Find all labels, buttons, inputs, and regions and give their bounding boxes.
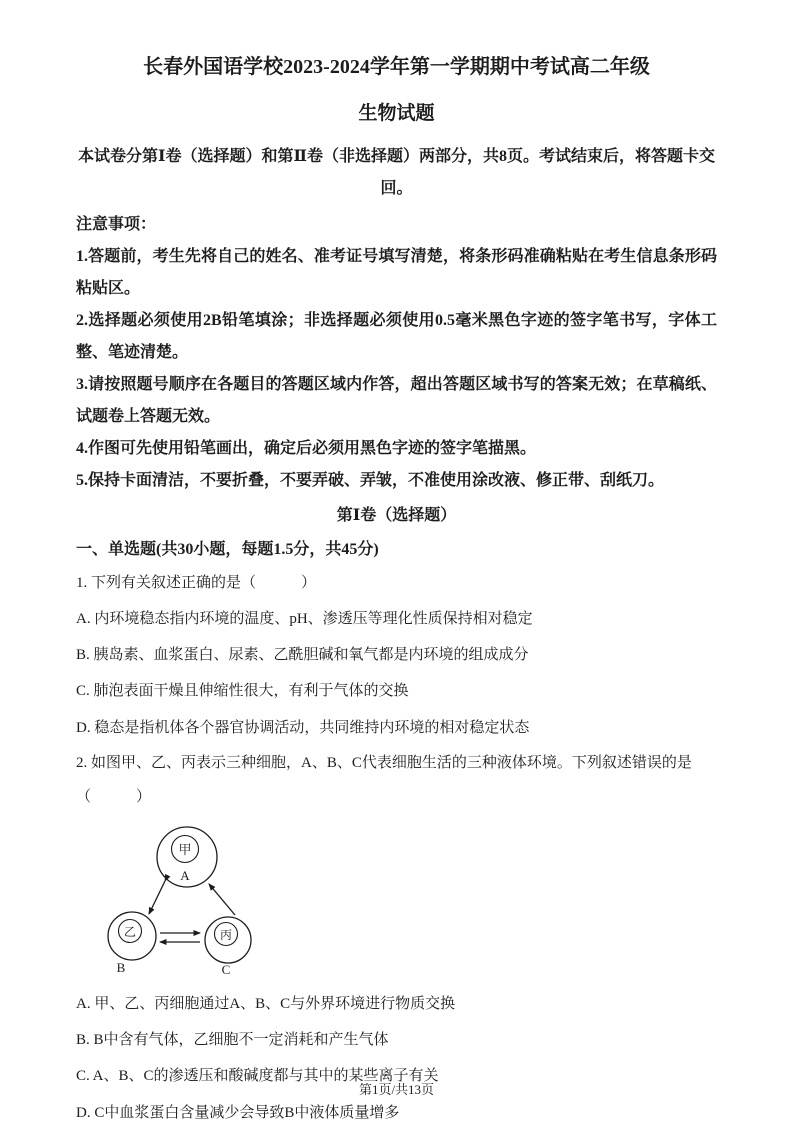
cell-bing-env-label: C [221, 961, 231, 977]
question-1-option-b: B. 胰岛素、血浆蛋白、尿素、乙酰胆碱和氧气都是内环境的组成成分 [76, 646, 529, 663]
question-1 [76, 566, 717, 746]
page-number: 第1页/共13页 [358, 1082, 435, 1097]
notice-item-1: 1.答题前，考生先将自己的姓名、准考证号填写清楚，将条形码准确粘贴在考生信息条形码粘贴区。 [76, 248, 717, 297]
cell-yi-env-label: B [116, 959, 126, 975]
exam-subject: 生物试题 [358, 103, 435, 124]
question-2-option-c: C. A、B、C的渗透压和酸碱度都与其中的某些离子有关 [76, 1068, 439, 1085]
question-1-option-a: A. 内环境稳态指内环境的温度、pH、渗透压等理化性质保持相对稳定 [76, 610, 533, 627]
cell-diagram [94, 821, 284, 979]
notice-item-3: 3.请按照题号顺序在各题目的答题区域内作答，超出答题区域书写的答案无效；在草稿纸、试题卷上答题无效。 [76, 376, 717, 425]
question-2-option-b: B. B中含有气体，乙细胞不一定消耗和产生气体 [76, 1032, 389, 1049]
question-2 [76, 746, 717, 1131]
arrow-bing-to-jia [209, 884, 235, 915]
part1-heading: 一、单选题(共30小题，每题1.5分，共45分) [76, 540, 379, 558]
cell-jia-env-label: A [180, 867, 190, 883]
notice-heading: 注意事项： [76, 216, 157, 233]
question-2-stem: 2. 如图甲、乙、丙表示三种细胞，A、B、C代表细胞生活的三种液体环境。下列叙述错误的是（ ） [76, 754, 692, 806]
cell-yi-label: 乙 [123, 924, 137, 939]
notice-item-4: 4.作图可先使用铅笔画出，确定后必须用黑色字迹的签字笔描黑。 [76, 440, 537, 457]
exam-title: 长春外国语学校2023-2024学年第一学期期中考试高二年级 [143, 56, 650, 78]
arrow-jia-yi [149, 881, 165, 914]
question-1-stem: 1. 下列有关叙述正确的是（ ） [76, 575, 317, 592]
cell-bing-label: 丙 [219, 927, 233, 942]
question-2-option-d: D. C中血浆蛋白含量减少会导致B中液体质量增多 [76, 1104, 400, 1121]
section1-heading: 第Ⅰ卷（选择题） [336, 507, 457, 524]
notice-item-5: 5.保持卡面清洁，不要折叠，不要弄破、弄皱，不准使用涂改液、修正带、刮纸刀。 [76, 472, 665, 489]
question-1-option-d: D. 稳态是指机体各个器官协调活动，共同维持内环境的相对稳定状态 [76, 719, 530, 736]
question-2-option-a: A. 甲、乙、丙细胞通过A、B、C与外界环境进行物质交换 [76, 995, 456, 1012]
question-2-diagram [94, 821, 717, 984]
notice-item-2: 2.选择题必须使用2B铅笔填涂；非选择题必须使用0.5毫米黑色字迹的签字笔书写，字体工整、笔迹清楚。 [76, 312, 717, 361]
exam-intro: 本试卷分第Ⅰ卷（选择题）和第Ⅱ卷（非选择题）两部分，共8页。考试结束后，将答题卡交回。 [78, 148, 715, 197]
question-1-option-c: C. 肺泡表面干燥且伸缩性很大，有利于气体的交换 [76, 683, 409, 700]
cell-jia-label: 甲 [178, 841, 192, 857]
